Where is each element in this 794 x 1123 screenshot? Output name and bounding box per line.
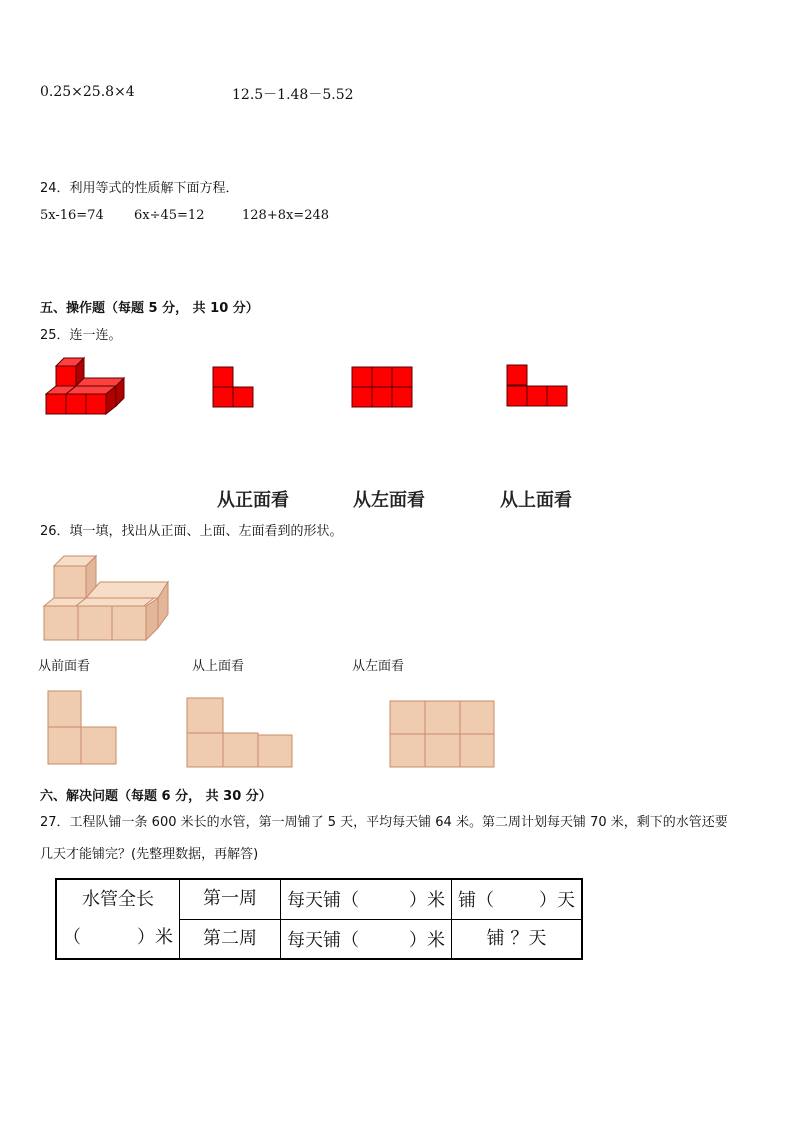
q25-label-top: 从上面看 [500,490,572,511]
q25-label-front: 从正面看 [217,490,289,511]
table-week1-days-label: 铺（ [458,890,494,912]
q24-prompt: 24．利用等式的性质解下面方程． [40,181,239,196]
table-total-blank-open: （ [63,927,81,948]
table-week2-daily-label: 每天铺（ [287,929,359,951]
table-week2-label: 第二周 [180,919,281,959]
table-week1-daily-label: 每天铺（ [287,890,359,912]
table-total-blank-close: ）米 [137,927,173,948]
q26-view-top-shape [186,697,294,769]
table-week1-days-cell [452,879,583,919]
table-week1-daily-close: ）米 [409,890,445,912]
expression-2: 12.5－1.48－5.52 [232,87,354,103]
q24-equation-1: 5x-16=74 [40,208,104,223]
q25-shape-rectangle [351,366,413,408]
table-week1-daily-cell [281,879,452,919]
q25-shape-l-wide [506,364,568,408]
section-6-title: 六、解决问题（每题 6 分， 共 30 分） [40,789,272,804]
q26-view-front-shape [47,690,119,766]
q25-prompt: 25．连一连。 [40,328,122,343]
table-week2-days: 铺 ？天 [452,919,583,959]
table-week2-daily-close: ）米 [409,929,445,951]
q27-data-table [55,878,583,960]
q25-label-left: 从左面看 [353,490,425,511]
table-week1-label: 第一周 [180,879,281,919]
q24-equation-3: 128+8x=248 [242,208,330,223]
table-week2-daily-cell [281,919,452,959]
table-total-length-cell [56,879,180,959]
q24-equation-2: 6x÷45=12 [134,208,205,223]
table-week1-days-close: ）天 [539,890,575,912]
table-total-label: 水管全长 [82,889,154,910]
q26-prompt: 26．填一填，找出从正面、上面、左面看到的形状。 [40,524,343,539]
q27-text-line-1: 27．工程队铺一条 600 米长的水管，第一周铺了 5 天，平均每天铺 64 米。第二周计划每天铺 70 米，剩下的水管还要 [40,815,728,830]
q26-label-front: 从前面看 [38,659,91,674]
q25-shape-l-small [212,366,256,408]
q26-3d-cube-figure [42,548,172,642]
q25-3d-cube-figure [44,352,128,416]
expression-1: 0.25×25.8×4 [40,84,135,100]
q27-text-line-2: 几天才能铺完？(先整理数据，再解答) [40,847,259,862]
section-5-title: 五、操作题（每题 5 分， 共 10 分） [40,301,259,316]
q26-label-top: 从上面看 [192,659,245,674]
q26-view-left-shape [389,700,497,770]
q26-label-left: 从左面看 [352,659,405,674]
